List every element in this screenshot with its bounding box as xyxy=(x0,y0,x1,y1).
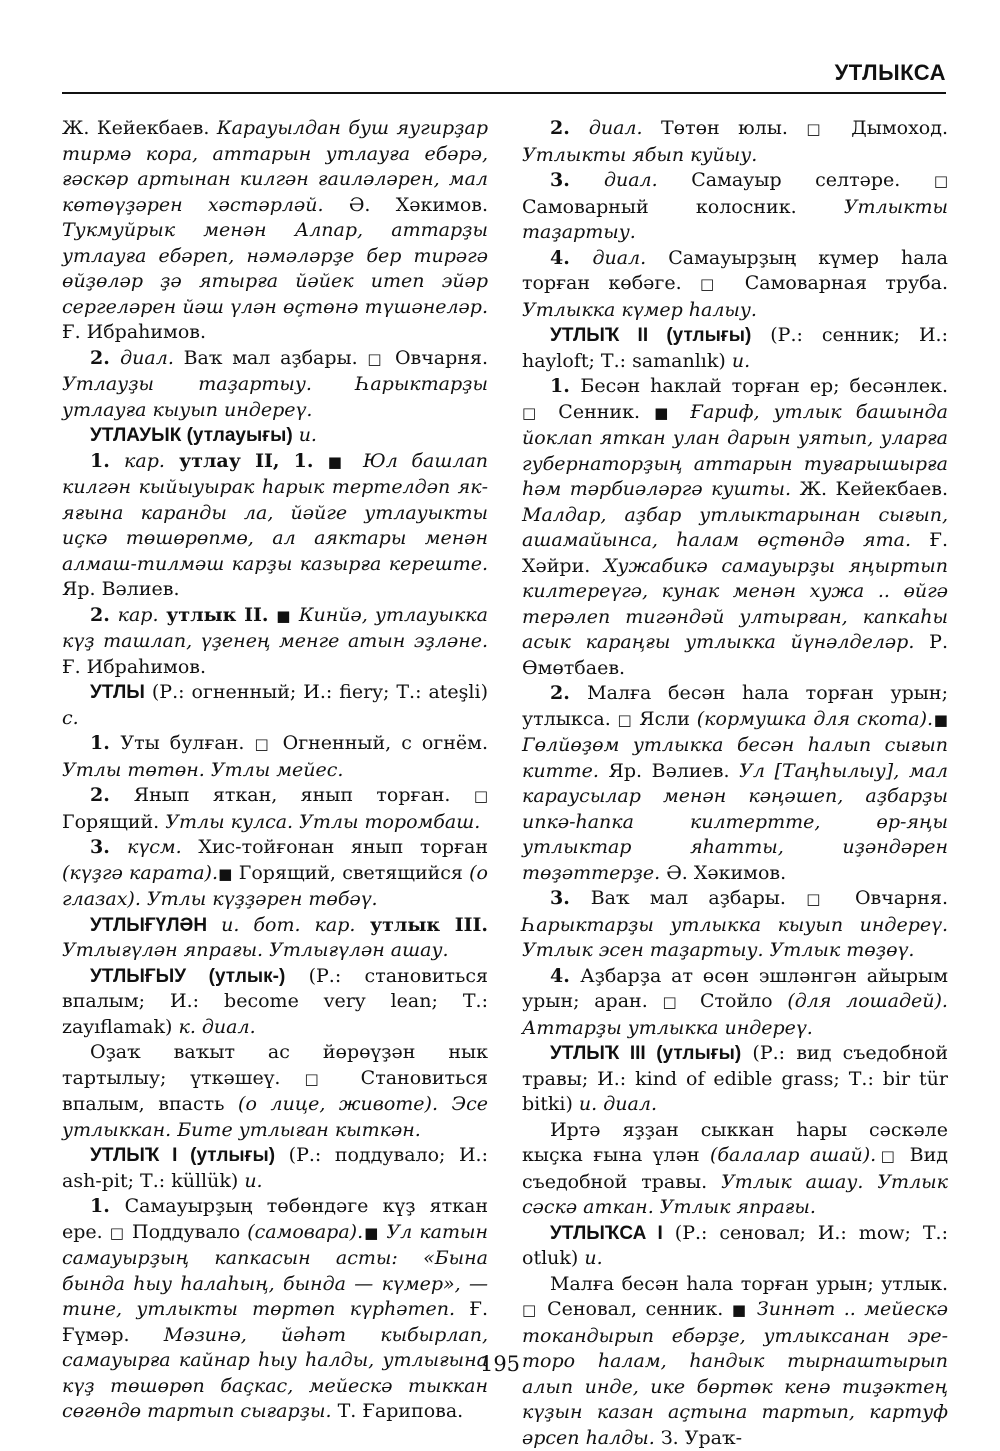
entry-headword: УТЛЫҒҮЛӘН и. бот. кар. утлык III. Утлығүлән япрағы. Утлығүлән ашау. xyxy=(62,913,488,964)
box-icon: □ xyxy=(806,120,833,138)
box-icon: □ xyxy=(700,275,726,293)
entry-headword: УТЛЫҠ III (утлығы) (Р.: вид съедобной травы; И.: kind of edible grass; Т.: bir tür bitki) и. диал. xyxy=(522,1041,948,1118)
box-icon: □ xyxy=(876,1147,899,1165)
square-icon: ■ xyxy=(363,1224,379,1242)
paragraph: Оҙаҡ ваҡыт ас йөрөүҙән нык тартылыу; үткәшеү. □ Становиться впалым, впасть (о лице, животе). Эсе утлыккан. Бите утлыған кыткән. xyxy=(62,1040,488,1143)
entry-headword: УТЛАУЫК (утлауығы) и. xyxy=(62,423,488,449)
paragraph: 2. Янып яткан, янып торған. □ Горящий. Утлы кулса. Утлы торомбаш. xyxy=(62,783,488,835)
paragraph: 3. күсм. Хис-тойғонан янып торған (күҙгә карата).■ Горящий, светящийся (о глазах). Утлы күҙҙәрен төбәү. xyxy=(62,835,488,913)
paragraph: Ж. Кейекбаев. Карауылдан буш яугирҙар тирмә кора, аттарын утлауға ебәрә, ғәскәр артынан килгән ғаиләләрен, мал көтөүҙәрен хәстәрләй. Ә. Хәкимов. Тукмуйрык менән Алпар, аттарҙы утлауға ебәреп, нәмәләрҙе бер тирәгә өйҙөләр ҙә ятырға йәйек итеп эйәр сергеләрен йәш үлән өҫтөнә түшәнеләр. Ғ. Ибраһимов. xyxy=(62,116,488,346)
box-icon: □ xyxy=(254,735,272,753)
square-icon: ■ xyxy=(328,453,350,471)
square-icon: ■ xyxy=(654,404,676,422)
box-icon: □ xyxy=(304,1070,336,1088)
square-icon: ■ xyxy=(218,865,233,883)
paragraph: 2. Малға бесән һала торған урын; утлыкса. □ Ясли (кормушка для скота).■ Гөлйөҙөм утлыкка бесән һалып сығып китте. Яр. Вәлиев. Ул [Таңһылыу], мал караусылар менән кәңәшеп, аҙбарҙы ипкә-һапка килтертте, өр-яңы утлыктар яһатты, иҙәндәрен төҙәттерҙе. Ә. Хәкимов. xyxy=(522,681,948,886)
paragraph: 3. Ваҡ мал аҙбары. □ Овчарня. Һарыктарҙы утлыкка кыуып индереү. Утлык эсен таҙартыу. Утлык төҙөү. xyxy=(522,886,948,964)
page-number: 195 xyxy=(0,1352,1000,1376)
paragraph: 4. Аҙбарҙа ат өсөн эшләнгән айырым урын; аран. □ Стойло (для лошадей). Аттарҙы утлыкка индереү. xyxy=(522,964,948,1042)
paragraph: 1. Самауырҙың төбөндәге күҙ яткан ере. □ Поддувало (самовара).■ Ул катын самауырҙың капкасын асты: «Бына бында һыу һалаһың, бында — күмер», — тине, утлыкты төртөп күрһәтеп. Ғ. Ғүмәр. Мәзинә, йәһәт кыбырлап, самауырға кайнар һыу һалды, утлығына күҙ төшөрөп баҫкас, мейескә тыккан сөгөндө тартып сығарҙы. Т. Ғарипова. xyxy=(62,1194,488,1425)
square-icon: ■ xyxy=(933,711,948,729)
paragraph: 2. диал. Ваҡ мал аҙбары. □ Овчарня. Утлауҙы таҙартыу. Һарыктарҙы утлауға кыуып индереү. xyxy=(62,346,488,424)
left-column xyxy=(62,116,488,1425)
paragraph: Малға бесән һала торған урын; утлык. □ Сеновал, сенник. ■ Зиннәт .. мейескә токандырып ебәрҙе, утлыксанан эре-тоpо һалам, һандык тырнаштырып алып инде, ике бөртөк кенә тиҙәктең күҙын казан аҫтына тартып, картуф әрсеп һалды. З. Ураҡ- xyxy=(522,1272,948,1451)
box-icon: □ xyxy=(522,1301,539,1319)
running-head: УТЛЫКСА xyxy=(835,60,946,86)
box-icon: □ xyxy=(367,350,385,368)
box-icon: □ xyxy=(934,172,948,190)
box-icon: □ xyxy=(806,890,834,908)
entry-headword: УТЛЫҠ I (утлығы) (Р.: поддувало; И.: ash-pit; Т.: küllük) и. xyxy=(62,1143,488,1194)
box-icon: □ xyxy=(618,711,633,729)
box-icon: □ xyxy=(474,787,488,805)
paragraph: 1. Уты булған. □ Огненный, с огнём. Утлы төтөн. Утлы мейес. xyxy=(62,731,488,783)
paragraph: 1. Бесән һаклай торған ер; бесәнлек. □ Сенник. ■ Ғариф, утлык башында йоклап яткан улан дарын уятып, уларға губернаторҙың аттарын туғарышырға һәм тәрбиәләргә кушты. Ж. Кейекбаев. Малдар, аҙбар утлыктарынан сығып, ашамайынса, һалам өҫтөндә ята. Ғ. Хәйри. Хужабикә самауырҙы яңыртып килтереүгә, кунак менән хужа .. өйгә терәлеп тигәндәй ултырған, капкаһы асык караңғы утлыкка йүнәлделәр. Р. Өмөтбаев. xyxy=(522,374,948,681)
entry-headword: УТЛЫ (Р.: огненный; И.: fiery; Т.: ateşli) с. xyxy=(62,680,488,731)
paragraph: Иртә яҙҙан сыккан һары сәскәле кыҫка ғына үлән (балалар ашай).□ Вид съедобной травы. Утлык ашау. Утлык сәскә аткан. Утлык япрағы. xyxy=(522,1118,948,1221)
box-icon: □ xyxy=(662,993,685,1011)
right-column xyxy=(522,116,948,1451)
entry-headword: УТЛЫҒЫУ (утлык-) (Р.: становиться впалым; И.: become very lean; Т.: zayıflamak) к. диал. xyxy=(62,964,488,1041)
header-rule xyxy=(62,92,946,94)
square-icon: ■ xyxy=(276,607,291,625)
entry-headword: УТЛЫҠ II (утлығы) (Р.: сенник; И.: hayloft; Т.: samanlık) и. xyxy=(522,323,948,374)
paragraph: 4. диал. Самауырҙың күмер һала торған көбәге. □ Самоварная труба. Утлыкка күмер һалыу. xyxy=(522,246,948,324)
entry-headword: УТЛЫҠСА I (Р.: сеновал; И.: mow; Т.: otluk) и. xyxy=(522,1221,948,1272)
square-icon: ■ xyxy=(732,1301,749,1319)
box-icon: □ xyxy=(110,1224,125,1242)
paragraph: 2. диал. Төтөн юлы. □ Дымоход. Утлыкты ябып куйыу. xyxy=(522,116,948,168)
paragraph: 2. кар. утлык II. ■ Кинйә, утлауыкка күҙ ташлап, үҙенең менге атын эҙләне. Ғ. Ибраһимов. xyxy=(62,603,488,681)
box-icon: □ xyxy=(522,404,544,422)
paragraph: 1. кар. утлау II, 1. ■ Юл башлап килгән кыйыуырак һарык тертелдәп як-яғына каранды ла, йәйге утлауыкты иҫкә төшөрөпмө, ал аяктары менән алмаш-тилмәш карҙы казырға кереште. Яр. Вәлиев. xyxy=(62,449,488,603)
paragraph: 3. диал. Самауыр селтәре. □ Самоварный колосник. Утлыкты таҙартыу. xyxy=(522,168,948,246)
